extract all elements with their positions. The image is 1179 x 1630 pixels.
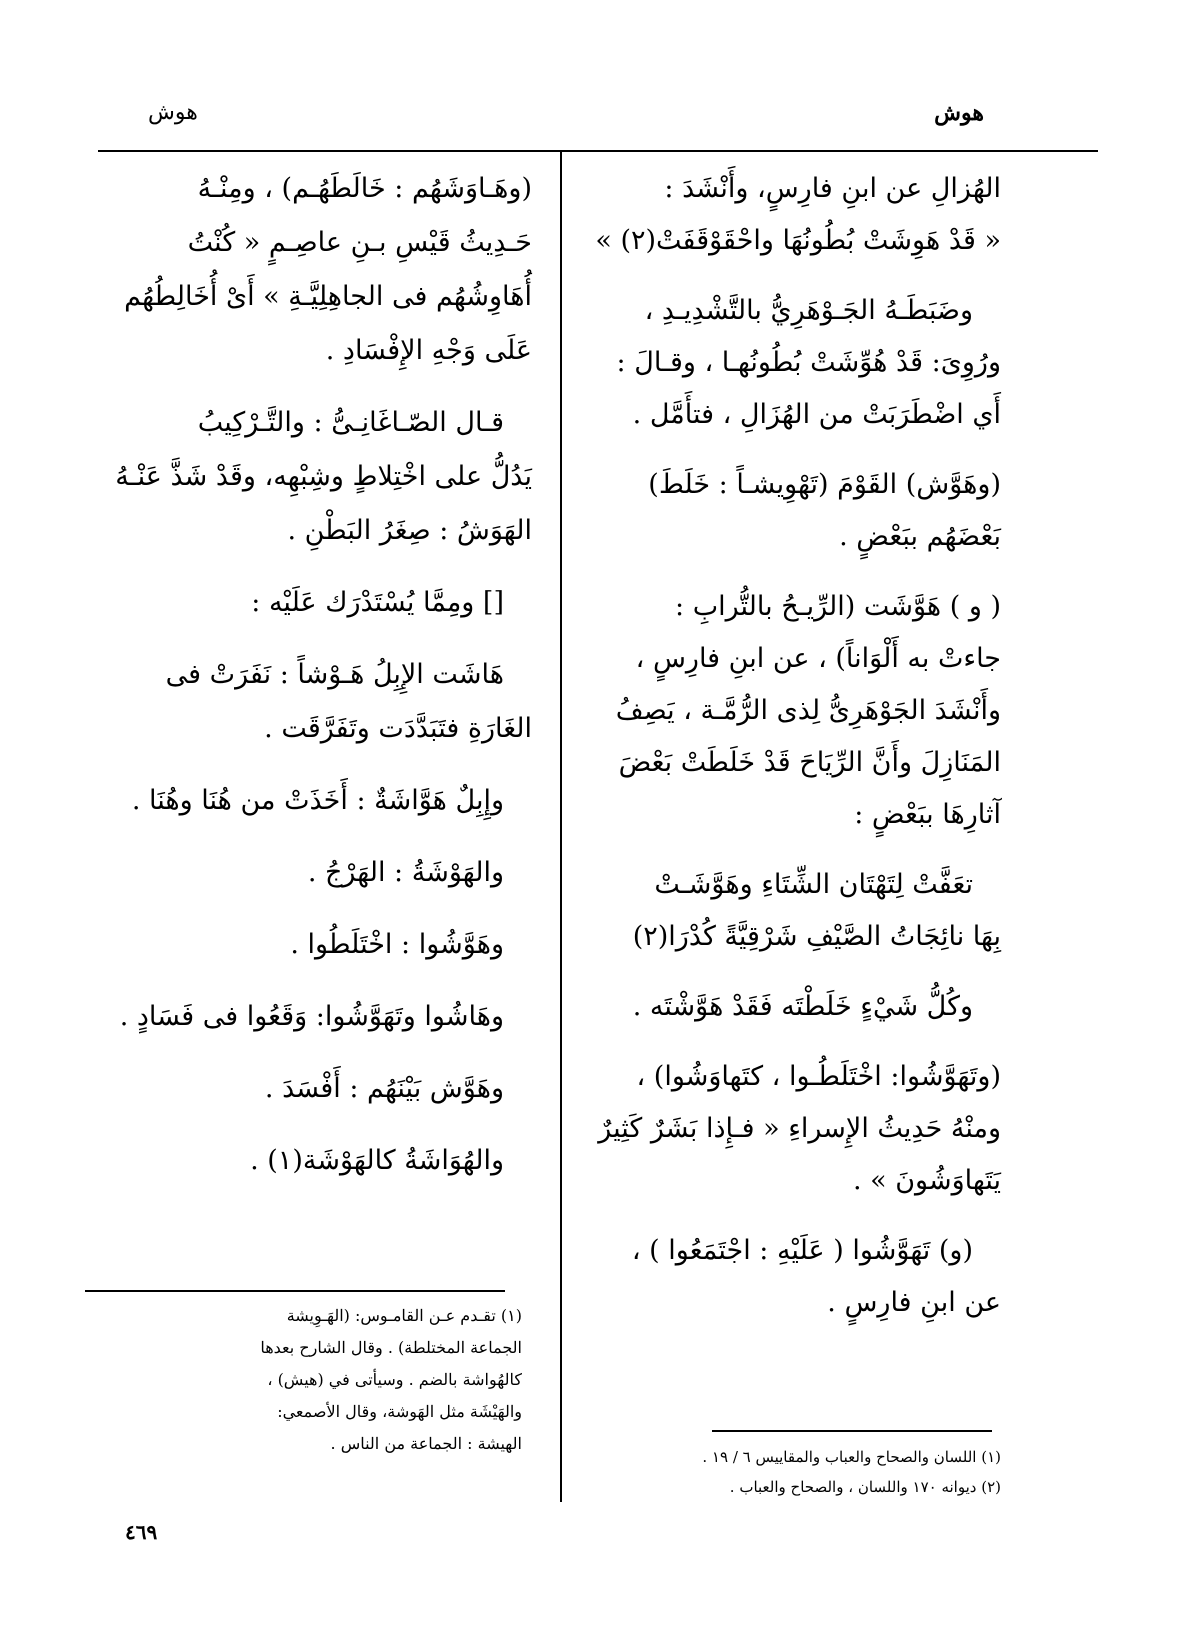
text-line: قـال الصّـاغَانِـىُّ : والتَّـرْكِيبُ — [197, 407, 504, 438]
verse-line: بِهَا نائِجَاتُ الصَّيْفِ شَرْقِيَّةً كُدْرَا(٢) — [632, 921, 1001, 952]
text-line: وهَوَّش بَيْنَهُم : أَفْسَدَ . — [264, 1073, 504, 1104]
text-line: (و) تَهَوَّشُوا ( عَلَيْهِ : اجْتَمَعُوا ) ، — [631, 1235, 973, 1266]
footnotes-left — [82, 1300, 522, 1460]
text-line: وهَوَّشُوا : اخْتَلَطُوا . — [290, 929, 504, 960]
header-left-title: هوش — [148, 100, 198, 125]
text-line: المَنَازِلَ وأَنَّ الرِّيَاحَ قَدْ خَلَطَتْ بَعْضَ — [618, 747, 1001, 778]
text-line: « قَدْ هَوِشَتْ بُطُونُهَا واحْقَوْقَفَتْ(٢) » — [595, 225, 1001, 256]
page-number: ٤٦٩ — [125, 1520, 158, 1544]
text-line: ورُوِىَ: قَدْ هُوِّشَتْ بُطُونُهـا ، وقـالَ : — [616, 347, 1001, 378]
text-line: (وهَوَّش) القَوْمَ (تَهْوِيشـاً : خَلَطَ) — [648, 469, 1001, 500]
header-right-title: هوش — [934, 100, 984, 126]
text-line: والهُوَاشَةُ كالهَوْشَة(١) . — [250, 1145, 504, 1176]
footnote-line: (١) تقـدم عـن القامـوس: (الهَـوِيشة — [286, 1306, 522, 1325]
text-line: جاءتْ به أَلْوَاناً) ، عن ابنِ فارِسٍ ، — [635, 643, 1001, 674]
column-divider — [560, 152, 562, 1502]
footnote-line: كالهُواشة بالضم . وسيأتى في (هيش) ، — [267, 1370, 522, 1389]
text-line: يَدُلُّ على اخْتِلاطٍ وشِبْهِه، وقَدْ شَذَّ عَنْـهُ — [115, 461, 532, 492]
footnote-line: الجماعة المختلطة) . وقال الشارح بعدها — [260, 1338, 522, 1357]
text-line: ( و ) هَوَّشَت (الرِّيـحُ بالتُّرابِ : — [675, 591, 1001, 622]
text-line: وأَنْشَدَ الجَوْهَرِىُّ لِذى الرُّمَّـة ، يَصِفُ — [615, 695, 1001, 726]
text-line: وضَبَطَـهُ الجَـوْهَرِيُّ بالتَّشْدِيـدِ ، — [644, 295, 973, 326]
text-line: وإِبِلٌ هَوَّاشَةٌ : أَخَذَتْ من هُنَا وهُنَا . — [131, 785, 504, 816]
footnote-line: الهيشة : الجماعة من الناس . — [330, 1434, 522, 1453]
text-line: حَـدِيثُ قَيْسِ بـنِ عاصِـمٍ « كُنْتُ — [187, 227, 532, 258]
text-line: والهَوْشَةُ : الهَرْجُ . — [307, 857, 504, 888]
left-column — [82, 170, 532, 1196]
text-line: الغَارَةِ فتَبَدَّدَت وتَفَرَّقَت . — [264, 713, 532, 744]
text-line: وهَاشُوا وتَهَوَّشُوا: وَقَعُوا فى فَسَادٍ . — [119, 1001, 504, 1032]
text-line: الهَوَشُ : صِغَرُ البَطْنِ . — [287, 515, 532, 546]
footnote-line: والهَيْشَة مثل الهَوشة، وقال الأصمعي: — [277, 1402, 522, 1421]
text-line: (وهَـاوَشَهُم : خَالَطَهُـم) ، ومِنْـهُ — [197, 173, 532, 204]
text-line: هَاشَت الإِبِلُ هَـوْشاً : نَفَرَتْ فى — [165, 659, 504, 690]
footnote-rule-left — [85, 1290, 505, 1292]
text-line: بَعْضَهُم ببَعْضٍ . — [839, 521, 1001, 552]
text-line: وكُلُّ شَيْءٍ خَلَطْتَه فَقَدْ هَوَّشْتَه . — [632, 991, 973, 1022]
verse-line: تعَفَّتْ لِتَهْتَان الشِّتَاءِ وهَوَّشَـتْ — [654, 869, 973, 900]
text-line: يَتَهاوَشُونَ » . — [852, 1165, 1001, 1196]
text-line: آثارِهَا ببَعْضٍ : — [854, 799, 1001, 830]
text-line: (وتَهَوَّشُوا: اخْتَلَطُـوا ، كتَهاوَشُوا) ، — [636, 1061, 1001, 1092]
footnote-line: (١) اللسان والصحاح والعباب والمقاييس ٦ / ١٩ . — [702, 1448, 1001, 1466]
text-line: ومنْهُ حَدِيثُ الإِسراءِ « فـإِذا بَشَرٌ كَثِيرٌ — [598, 1113, 1001, 1144]
text-line: أَي اضْطَرَبَتْ من الهُزَالِ ، فتأَمَّل . — [632, 399, 1001, 430]
section-heading: [] ومِمَّا يُسْتَدْرَك عَلَيْه : — [251, 587, 504, 618]
text-line: الهُزالِ عن ابنِ فارِسٍ، وأَنْشَدَ : — [664, 173, 1001, 204]
text-line: أُهَاوِشُهُم فى الجاهِلِيَّـةِ » أَىْ أُخَالِطُهُم — [124, 281, 532, 312]
footnote-line: (٢) ديوانه ١٧٠ واللسان ، والصحاح والعباب . — [729, 1478, 1001, 1496]
right-column — [591, 170, 1001, 1336]
footnotes-right — [581, 1442, 1001, 1502]
footnote-rule-right — [712, 1430, 992, 1432]
text-line: عن ابنِ فارِسٍ . — [827, 1287, 1001, 1318]
header-rule — [98, 150, 1098, 152]
text-line: عَلَى وَجْهِ الإِفْسَادِ . — [325, 335, 532, 366]
